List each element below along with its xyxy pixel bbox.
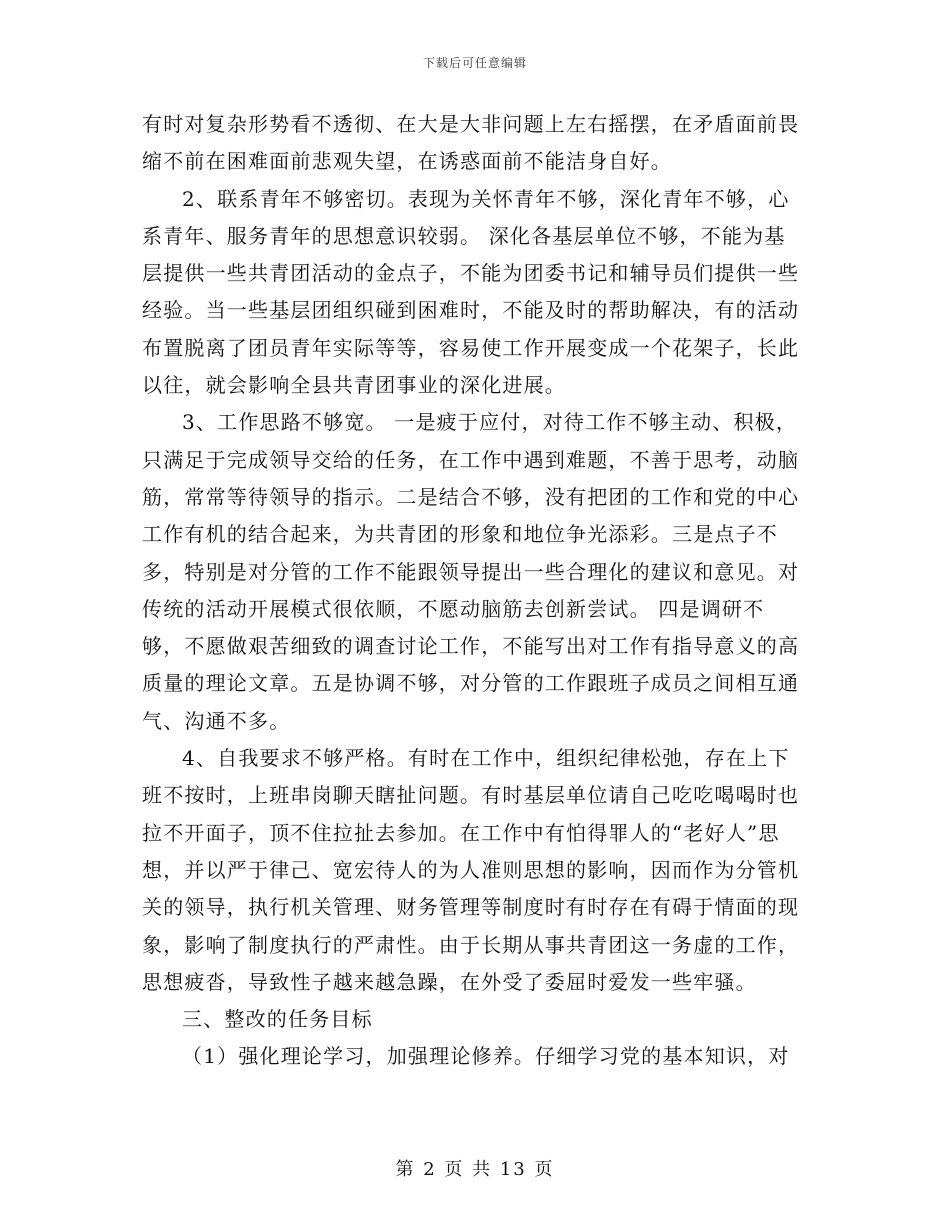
paragraph-2: 2、联系青年不够密切。表现为关怀青年不够，深化青年不够，心系青年、服务青年的思想意识较弱。 深化各基层单位不够，不能为基层提供一些共青团活动的金点子，不能为团委书记和辅导员们提供一些经验。当一些基层团组织碰到困难时，不能及时的帮助解决，有的活动布置脱离了团员青年实际等等，容易使工作开展变成一个花架子，长此以往，就会影响全县共青团事业的深化进展。 xyxy=(142,186,800,398)
paragraph-3: 3、工作思路不够宽。 一是疲于应付，对待工作不够主动、积极，只满足于完成领导交给的任务，在工作中遇到难题，不善于思考，动脑筋，常常等待领导的指示。二是结合不够，没有把团的工作和党的中心工作有机的结合起来，为共青团的形象和地位争光添彩。三是点子不多，特别是对分管的工作不能跟领导提出一些合理化的建议和意见。对传统的活动开展模式很依顺，不愿动脑筋去创新尝试。 四是调研不够，不愿做艰苦细致的调查讨论工作，不能写出对工作有指导意义的高质量的理论文章。五是协调不够，对分管的工作跟班子成员之间相互通气、沟通不多。 xyxy=(142,410,800,733)
section-heading: 三、整改的任务目标 xyxy=(182,1007,373,1032)
paragraph-6: （1）强化理论学习，加强理论修养。仔细学习党的基本知识，对 xyxy=(182,1044,790,1069)
paragraph-1: 有时对复杂形势看不透彻、在大是大非问题上左右摇摆，在矛盾面前畏缩不前在困难面前悲观失望，在诱惑面前不能洁身自好。 xyxy=(142,112,800,174)
page-number: 第 2 页 共 13 页 xyxy=(395,1159,555,1180)
header-note: 下载后可任意编辑 xyxy=(422,56,527,70)
paragraph-4: 4、自我要求不够严格。有时在工作中，组织纪律松弛，存在上下班不按时，上班串岗聊天瞎扯问题。有时基层单位请自己吃吃喝喝时也拉不开面子，顶不住拉扯去参加。在工作中有怕得罪人的“老好人”思想，并以严于律己、宽宏待人的为人准则思想的影响，因而作为分管机关的领导，执行机关管理、财务管理等制度时有时存在有碍于情面的现象，影响了制度执行的严肃性。由于长期从事共青团这一务虚的工作，思想疲沓，导致性子越来越急躁，在外受了委屈时爱发一些牢骚。 xyxy=(142,746,800,994)
document-body xyxy=(142,106,802,1076)
